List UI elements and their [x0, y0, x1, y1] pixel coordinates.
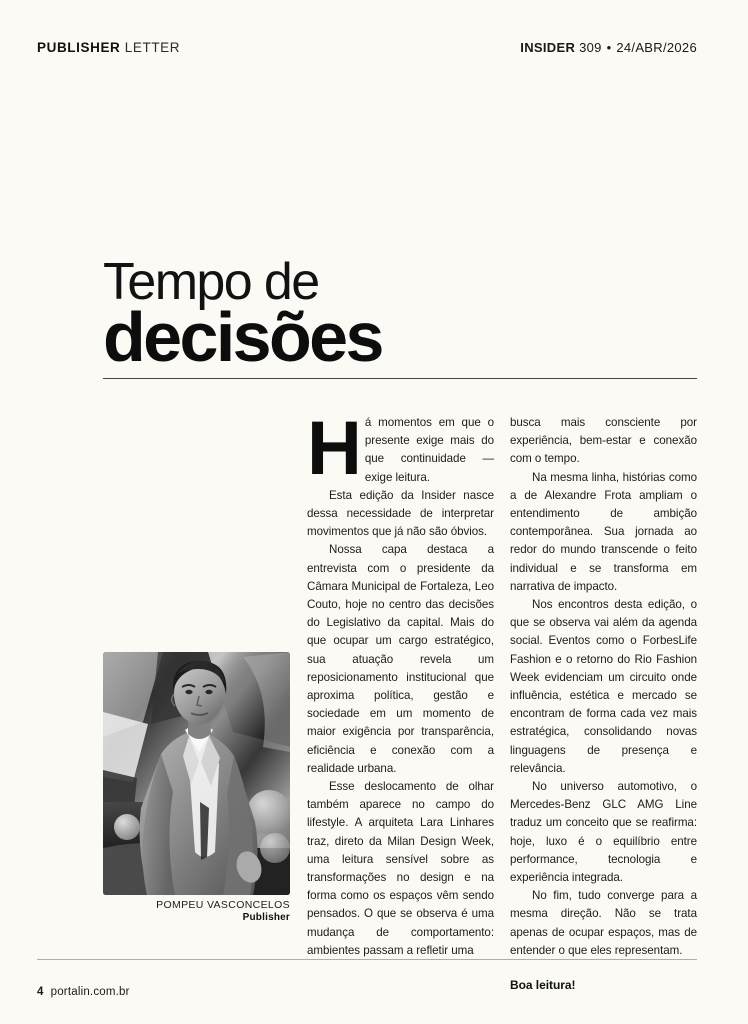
- paragraph: [510, 778, 697, 887]
- article-column-2: [510, 414, 697, 994]
- paragraph-text: No universo automotivo, o Mercedes-Benz GLC AMG Line traduz um conceito que se reafirma: hoje, luxo é o equilíbrio entre performance, tecnologia e experiência integrada.: [510, 780, 697, 885]
- issue-number: 309: [579, 40, 602, 55]
- site-url[interactable]: portalin.com.br: [50, 986, 130, 998]
- paragraph-text: No fim, tudo converge para a mesma direção. Não se trata apenas de ocupar espaços, mas de entender o que eles representam.: [510, 889, 697, 957]
- brand-name: INSIDER: [520, 40, 576, 55]
- paragraph: [510, 414, 697, 469]
- paragraph-text: á momentos em que o presente exige mais do que continuidade — exige leitura.: [364, 416, 494, 484]
- title-line-1: Tempo de: [103, 253, 319, 311]
- paragraph: [510, 469, 697, 596]
- section-label-strong: PUBLISHER: [37, 40, 121, 55]
- paragraph-text: Esta edição da Insider nasce dessa necessidade de interpretar movimentos que já não são óbvios.: [307, 488, 494, 539]
- caption-role: Publisher: [242, 912, 290, 924]
- section-label-light: LETTER: [124, 40, 181, 55]
- publisher-photo-container: [103, 652, 290, 895]
- page-title: [103, 253, 703, 377]
- page-footer: [37, 986, 130, 998]
- paragraph: [307, 541, 494, 778]
- article-column-1: [307, 406, 494, 960]
- signoff-text: Boa leitura!: [510, 978, 576, 993]
- paragraph: [307, 406, 494, 491]
- paragraph-text: Nossa capa destaca a entrevista com o presidente da Câmara Municipal de Fortaleza, Leo Couto, hoje no centro das decisões do Legislativo da capital. Mais do que ocupar um cargo estratégico, sua atuação revela um reposicionamento institucional que aproxima política, gestão e sociedade em um momento de maior exigência por transparência, eficiência e conexão com a realidade urbana.: [307, 543, 494, 775]
- page-header: [37, 40, 697, 55]
- footer-divider: [37, 959, 697, 960]
- drop-cap: H: [307, 406, 361, 491]
- caption-name: POMPEU VASCONCELOS: [156, 899, 290, 911]
- paragraph-text: Nos encontros desta edição, o que se observa vai além da agenda social. Eventos como o ForbesLife Fashion e o retorno do Rio Fashion Week evidenciam um circuito onde influência, estética e mercado se encontram de forma cada vez mais estratégica, consolidando novas linguagens de presença e relevância.: [510, 598, 697, 775]
- issue-info: [520, 40, 697, 55]
- title-line-2: decisões: [103, 298, 382, 377]
- paragraph-text: busca mais consciente por experiência, bem-estar e conexão com o tempo.: [510, 416, 697, 466]
- paragraph-text: Na mesma linha, histórias como a de Alexandre Frota ampliam o entendimento de ambição contemporânea. Sua jornada ao redor do mundo transcende o feito individual e se transforma em narrativa de impacto.: [510, 470, 697, 593]
- page-number: 4: [37, 986, 44, 998]
- paragraph-text: Esse deslocamento de olhar também aparece no campo do lifestyle. A arquiteta Lara Linhares traz, direto da Milan Design Week, uma leitura sensível sobre as transformações no design e na forma como os espaços vêm sendo pensados. O que se observa é uma mudança de comportamento: ambientes passam a refletir uma: [307, 780, 494, 957]
- paragraph: [510, 887, 697, 960]
- title-divider: [103, 378, 697, 379]
- publisher-portrait-photo: [103, 652, 290, 895]
- paragraph: [510, 596, 697, 778]
- separator-dot: •: [606, 40, 612, 55]
- paragraph: [307, 487, 494, 542]
- paragraph: [307, 778, 494, 960]
- photo-caption: [103, 899, 290, 925]
- portrait-illustration: [103, 652, 290, 895]
- section-label: [37, 40, 180, 55]
- issue-date: 24/ABR/2026: [616, 40, 697, 55]
